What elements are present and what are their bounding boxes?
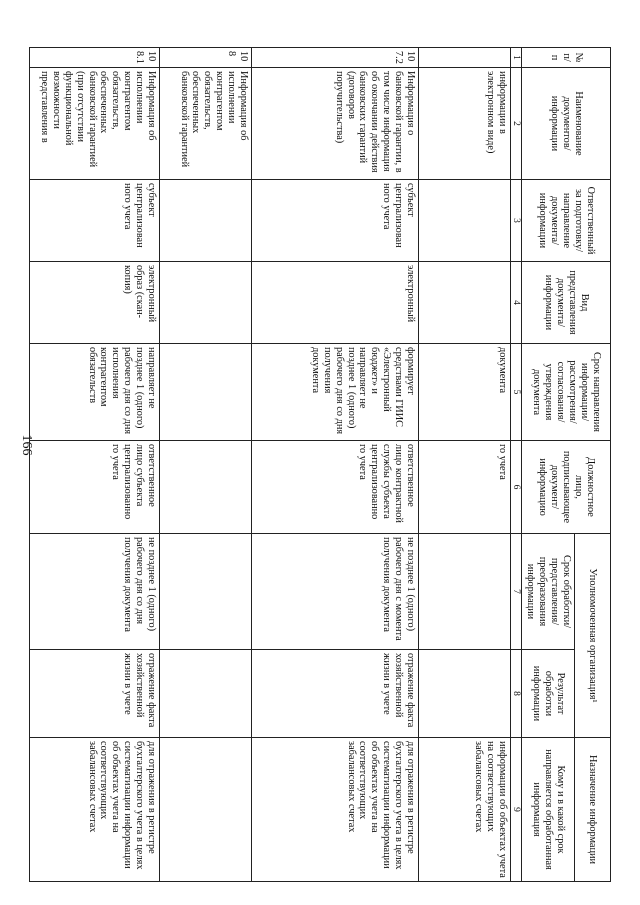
cell-responsible [160, 180, 252, 262]
col-number: 1 [511, 48, 522, 68]
table-row [252, 48, 419, 882]
cell-form: электронный [252, 262, 419, 344]
cell-num [419, 48, 511, 68]
cell-num: 107.2 [252, 48, 419, 68]
header-org-deadline: Срок обработки/ представления/ преобразования информации [522, 534, 575, 650]
col-number: 5 [511, 344, 522, 441]
cell-org-result [160, 650, 252, 738]
rotated-table-container [33, 47, 611, 881]
header-org-group: Уполномоченная организация¹ [575, 534, 611, 738]
header-purpose: Назначение информации [575, 738, 611, 882]
cell-org-result: отражение факта хозяйственной жизни в учете [30, 650, 160, 738]
header-name: Наименование документов/ информации [522, 68, 611, 180]
cell-official: ответственное лицо контрактной службы субъекта централизованно го учета [252, 441, 419, 534]
cell-form [419, 262, 511, 344]
header-purpose-sub: Кому и в какой срок направляется обработанная информация [522, 738, 575, 882]
cell-responsible [419, 180, 511, 262]
col-number: 7 [511, 534, 522, 650]
cell-org-deadline: не позднее 1 (одного) рабочего дня с момента получения документа [252, 534, 419, 650]
cell-num: 108 [160, 48, 252, 68]
col-number: 2 [511, 68, 522, 180]
cell-deadline [160, 344, 252, 441]
table-row [30, 48, 160, 882]
cell-responsible: субъект централизован ного учета [252, 180, 419, 262]
page-number: 166 [19, 434, 34, 456]
cell-org-result [419, 650, 511, 738]
col-number: 3 [511, 180, 522, 262]
cell-deadline: направляет не позднее 1 (одного) рабочего дня со дня исполнения контрагентом обязательств [30, 344, 160, 441]
cell-form [160, 262, 252, 344]
document-table [29, 47, 611, 882]
header-form: Вид представления документа/ информации [522, 262, 611, 344]
table-row [160, 48, 252, 882]
cell-form: электронный образ (скан-копия) [30, 262, 160, 344]
cell-org-deadline [160, 534, 252, 650]
cell-official: ответственное лицо субъекта централизованно го учета [30, 441, 160, 534]
col-number: 6 [511, 441, 522, 534]
header-org-result: Результат обработки информации [522, 650, 575, 738]
cell-name: Информация об исполнении контрагентом обязательств, обеспеченных банковской гарантией (при отсутствии функциональной возможности представления в [30, 68, 160, 180]
cell-official: го учета [419, 441, 511, 534]
cell-purpose: для отражения в регистре бухгалтерского учета в целях систематизации информации об объектах учета на соответствующих забалансовых счетах [30, 738, 160, 882]
cell-num: 108.1 [30, 48, 160, 68]
header-row-1 [575, 48, 611, 882]
col-number: 8 [511, 650, 522, 738]
cell-org-result: отражение факта хозяйственной жизни в учете [252, 650, 419, 738]
cell-name: Информация о банковской гарантии, в том числе информация об окончании действия банковских гарантий (договоров поручительства) [252, 68, 419, 180]
column-number-row [511, 48, 522, 882]
cell-deadline: формирует средствами ГИИС «Электронный бюджет» и направляет не позднее 1 (одного) рабочего дня со дня получения документа [252, 344, 419, 441]
cell-purpose [160, 738, 252, 882]
cell-name: информации в электронном виде) [419, 68, 511, 180]
cell-name: Информация об исполнении контрагентом обязательств, обеспеченных банковской гарантией [160, 68, 252, 180]
table-row [419, 48, 511, 882]
col-number: 9 [511, 738, 522, 882]
header-responsible: Ответственный за подготовку/ направление документа/ информации [522, 180, 611, 262]
header-official: Должностное лицо, подписывающее документ/ информацию [522, 441, 611, 534]
col-number: 4 [511, 262, 522, 344]
cell-official [160, 441, 252, 534]
header-deadline: Срок направления информации/ рассмотрения/ согласования/ утверждения документа [522, 344, 611, 441]
cell-responsible: субъект централизован ного учета [30, 180, 160, 262]
header-num: № п/п [522, 48, 611, 68]
cell-org-deadline: не позднее 1 (одного) рабочего дня со дня получения документа [30, 534, 160, 650]
cell-org-deadline [419, 534, 511, 650]
cell-purpose: для отражения в регистре бухгалтерского учета в целях систематизации информации об объектах учета на соответствующих забалансовых счетах [252, 738, 419, 882]
cell-deadline: документа [419, 344, 511, 441]
cell-purpose: информации об объектах учета на соответствующих забалансовых счетах [419, 738, 511, 882]
